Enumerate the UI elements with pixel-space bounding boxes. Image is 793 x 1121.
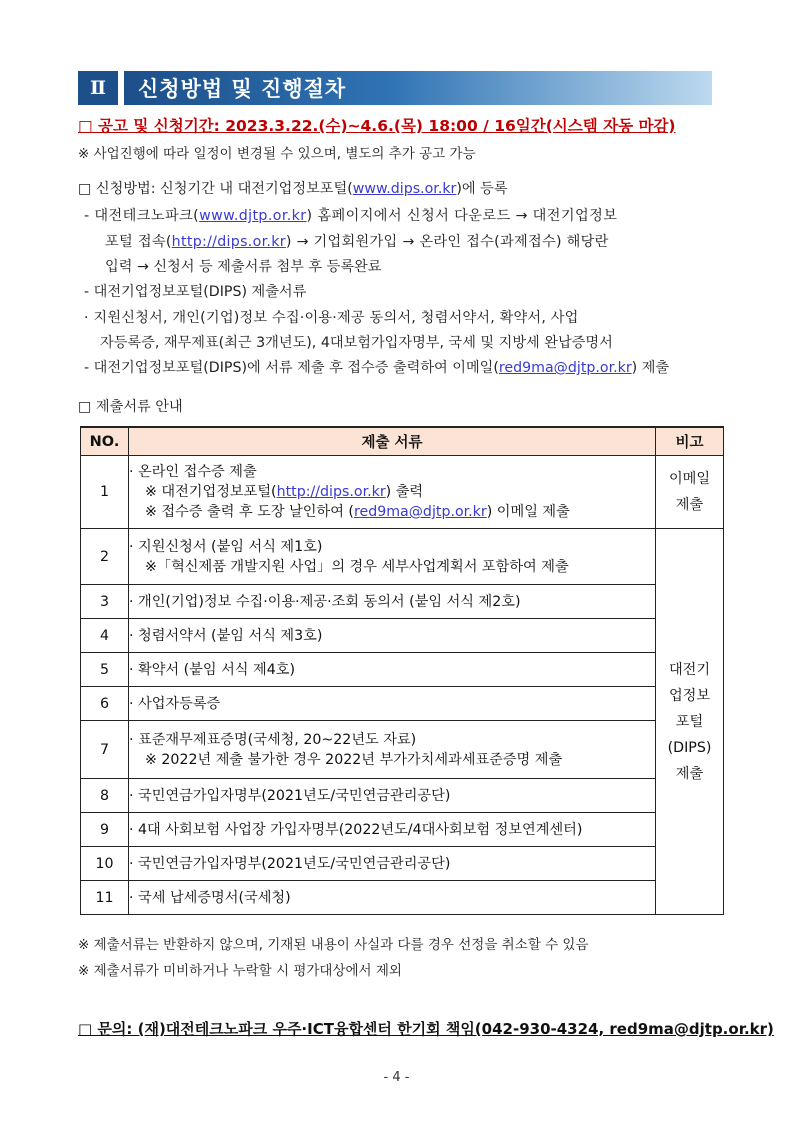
table-row — [81, 619, 724, 653]
note-dips-line: (DIPS) — [667, 739, 712, 756]
row-number: 9 — [81, 813, 129, 847]
row-item-text: · 온라인 접수증 제출 — [129, 464, 257, 480]
table-row — [81, 529, 724, 585]
row-sub-1-pre: ※ 대전기업정보포털( — [145, 484, 277, 500]
table-row — [81, 847, 724, 881]
table-row — [81, 653, 724, 687]
method-step-4-pre: - 대전기업정보포털(DIPS)에 서류 제출 후 접수증 출력하여 이메일( — [84, 360, 499, 376]
method-heading-post: )에 등록 — [456, 181, 508, 197]
row-number: 3 — [81, 585, 129, 619]
section-title: 신청방법 및 진행절차 — [124, 71, 712, 105]
method-step-4-post: ) 제출 — [631, 360, 670, 376]
row-item: · 개인(기업)정보 수집·이용·제공·조회 동의서 (붙임 서식 제2호) — [129, 585, 656, 619]
method-heading-pre: □ 신청방법: 신청기간 내 대전기업정보포털( — [78, 181, 353, 197]
period-note: ※ 사업진행에 따라 일정이 변경될 수 있으며, 별도의 추가 공고 가능 — [78, 146, 476, 162]
page-number: - 4 - — [383, 1070, 410, 1085]
row-sub: ※「혁신제품 개발지원 사업」의 경우 세부사업계획서 포함하여 제출 — [145, 558, 569, 575]
header-documents: 제출 서류 — [129, 427, 656, 456]
row-number: 8 — [81, 779, 129, 813]
method-step-1-line3: 입력 → 신청서 등 제출서류 첨부 후 등록완료 — [105, 259, 382, 275]
method-step-1-line2-post: ) → 기업회원가입 → 온라인 접수(과제접수) 해당란 — [285, 234, 609, 250]
row-sub-1 — [129, 482, 655, 502]
header-note: 비고 — [656, 427, 724, 456]
table-header-row — [81, 427, 724, 456]
footnote-2: ※ 제출서류가 미비하거나 누락할 시 평가대상에서 제외 — [78, 963, 402, 979]
header-no: NO. — [81, 427, 129, 456]
method-step-1 — [84, 205, 617, 225]
row-sub-1-post: ) 출력 — [385, 484, 424, 500]
row-item — [129, 721, 656, 779]
row-sub-2-post: ) 이메일 제출 — [486, 504, 570, 520]
djtp-link[interactable]: www.djtp.or.kr — [199, 208, 307, 224]
note-email-line: 이메일 — [668, 471, 711, 487]
method-step-1-post: ) 홈페이지에서 신청서 다운로드 → 대전기업정보 — [306, 208, 618, 224]
docs-heading: □ 제출서류 안내 — [78, 399, 183, 415]
method-step-1-pre: - 대전테크노파크( — [84, 208, 200, 224]
method-heading — [78, 178, 508, 198]
row-item-text: · 표준재무제표증명(국세청, 20~22년도 자료) — [129, 731, 417, 748]
row-number: 5 — [81, 653, 129, 687]
note-dips-line: 업정보 — [668, 687, 711, 704]
note-dips-line: 대전기 — [668, 661, 711, 678]
row-item: · 국민연금가입자명부(2021년도/국민연금관리공단) — [129, 779, 656, 813]
row-item — [129, 529, 656, 585]
dips-link[interactable]: www.dips.or.kr — [352, 181, 457, 197]
row-number: 11 — [81, 881, 129, 915]
method-step-3: · 지원신청서, 개인(기업)정보 수집·이용·제공 동의서, 청렴서약서, 확약서, 사업 — [84, 310, 579, 326]
note-dips — [656, 529, 724, 915]
method-step-2: - 대전기업정보포털(DIPS) 제출서류 — [84, 284, 307, 300]
row-item-text: · 지원신청서 (붙임 서식 제1호) — [129, 538, 323, 555]
section-number: Ⅱ — [78, 71, 118, 105]
row-number: 2 — [81, 529, 129, 585]
row-number: 6 — [81, 687, 129, 721]
row-number: 10 — [81, 847, 129, 881]
note-dips-line: 포털 — [675, 713, 704, 730]
row-number: 4 — [81, 619, 129, 653]
method-step-1-line2-pre: 포털 접속( — [105, 234, 172, 250]
row-item: · 국민연금가입자명부(2021년도/국민연금관리공단) — [129, 847, 656, 881]
table-row — [81, 687, 724, 721]
note-dips-line: 제출 — [675, 765, 704, 782]
table-row — [81, 779, 724, 813]
table-row — [81, 813, 724, 847]
table-row — [81, 456, 724, 529]
row-email-link[interactable]: red9ma@djtp.or.kr — [353, 504, 487, 520]
row-item: · 4대 사회보험 사업장 가입자명부(2022년도/4대사회보험 정보연계센터) — [129, 813, 656, 847]
row-item — [129, 456, 656, 529]
method-step-3-line2: 자등록증, 재무제표(최근 3개년도), 4대보험가입자명부, 국세 및 지방세 완납증명서 — [100, 335, 613, 351]
footnote-1: ※ 제출서류는 반환하지 않으며, 기재된 내용이 사실과 다를 경우 선정을 취소할 수 있음 — [78, 937, 589, 953]
method-step-4 — [84, 357, 669, 377]
dips-http-link[interactable]: http://dips.or.kr — [171, 234, 286, 250]
application-period: □ 공고 및 신청기간: 2023.3.22.(수)~4.6.(목) 18:00 / 16일간(시스템 자동 마감) — [78, 117, 676, 135]
row-sub-2-pre: ※ 접수증 출력 후 도장 날인하여 ( — [145, 504, 354, 520]
row-item: · 사업자등록증 — [129, 687, 656, 721]
table-row — [81, 721, 724, 779]
row-number: 1 — [81, 456, 129, 529]
row-sub-2 — [129, 502, 655, 522]
row-item: · 국세 납세증명서(국세청) — [129, 881, 656, 915]
table-row — [81, 881, 724, 915]
contact-info: □ 문의: (재)대전테크노파크 우주·ICT융합센터 한기회 책임(042-930-4324, red9ma@djtp.or.kr) — [78, 1020, 774, 1038]
note-email-line: 제출 — [675, 497, 704, 513]
row-sub: ※ 2022년 제출 불가한 경우 2022년 부가가치세과세표준증명 제출 — [145, 751, 563, 768]
row-number: 7 — [81, 721, 129, 779]
email-link[interactable]: red9ma@djtp.or.kr — [498, 360, 632, 376]
table-row — [81, 585, 724, 619]
method-step-1-line2 — [105, 231, 609, 251]
section-header — [78, 71, 712, 105]
row-item: · 청렴서약서 (붙임 서식 제3호) — [129, 619, 656, 653]
documents-table — [80, 426, 724, 915]
row-dips-link[interactable]: http://dips.or.kr — [276, 484, 386, 500]
note-email — [656, 456, 724, 529]
row-item: · 확약서 (붙임 서식 제4호) — [129, 653, 656, 687]
